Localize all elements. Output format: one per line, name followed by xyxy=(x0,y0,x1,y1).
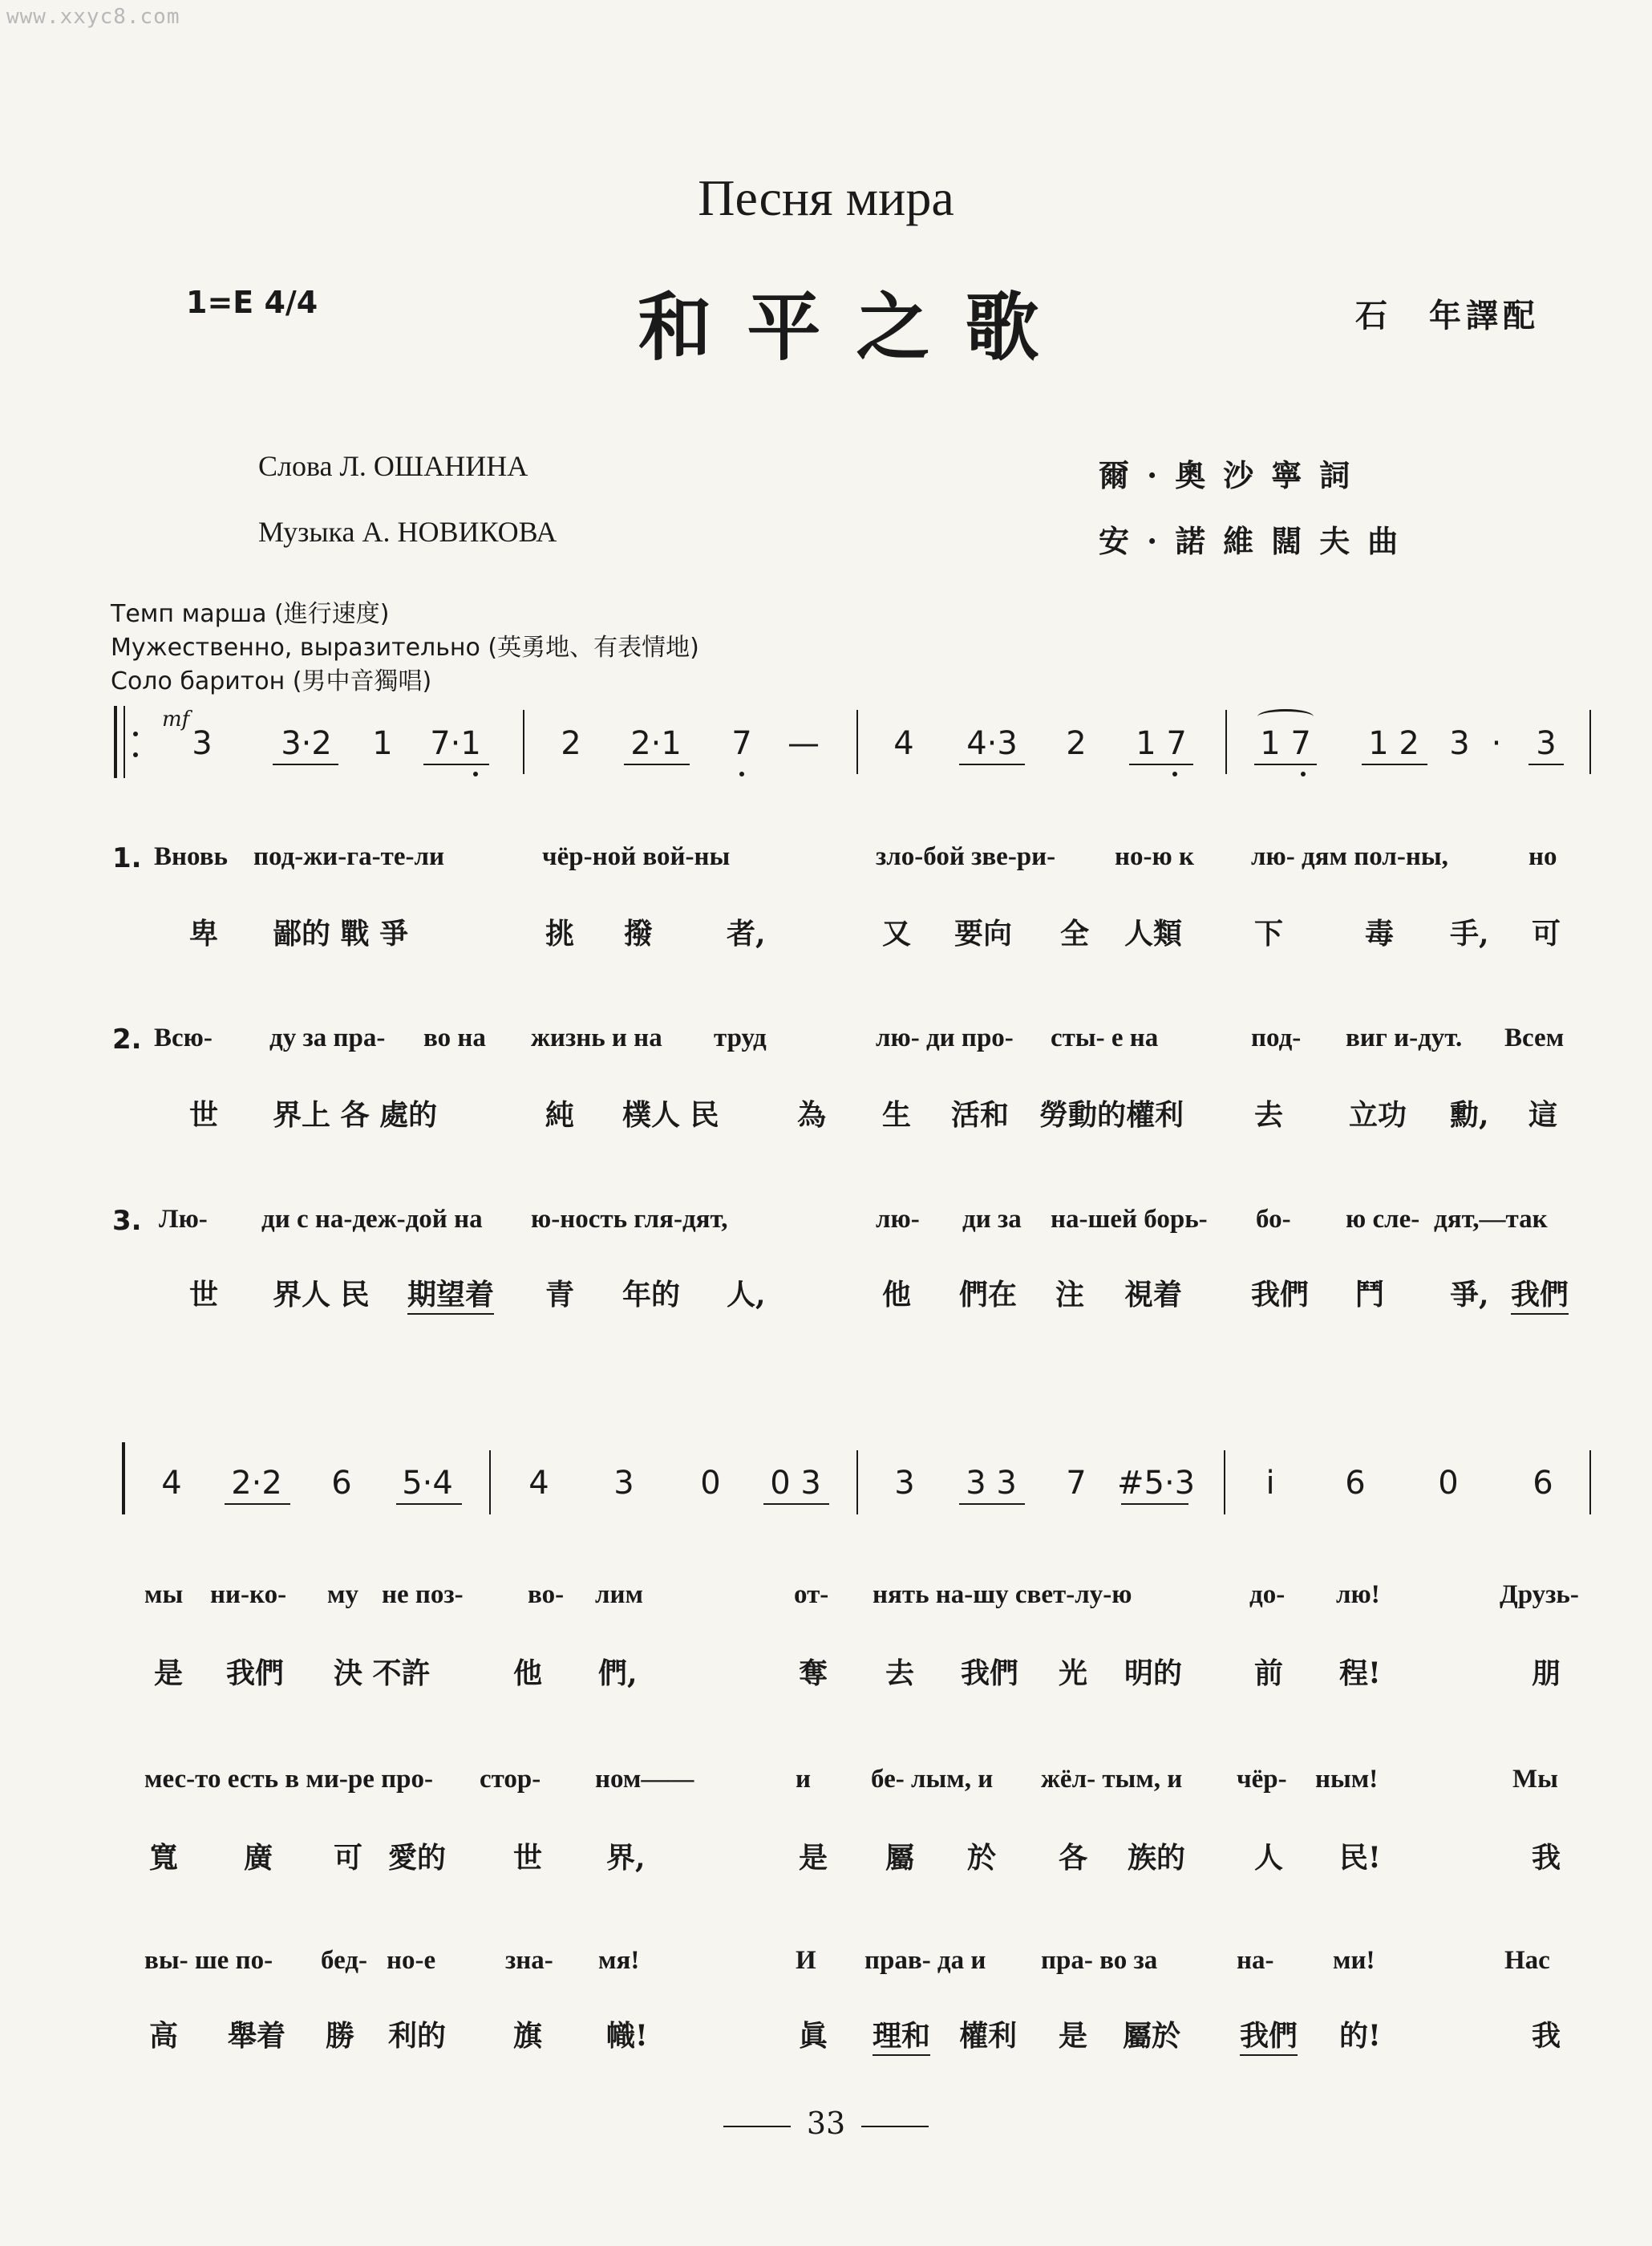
bar-line xyxy=(1589,1450,1591,1514)
lyric: ю сле- xyxy=(1346,1205,1420,1234)
lyric: ю-ность гля-дят, xyxy=(531,1205,728,1234)
lyric: до- xyxy=(1249,1580,1286,1609)
lyric: бо- xyxy=(1256,1205,1291,1234)
lyric: зло-бой зве-ри- xyxy=(876,842,1056,871)
lyric: 的! xyxy=(1339,2019,1381,2053)
bar-line xyxy=(856,1450,858,1514)
note: — xyxy=(788,725,820,762)
lyric: 他 xyxy=(882,1278,912,1312)
note: 7 xyxy=(1066,1465,1087,1502)
page-number-text: 33 xyxy=(806,2106,846,2141)
repeat-bar-thick xyxy=(114,706,117,778)
dynamic-mark: mf xyxy=(162,707,190,732)
note: 2·2 xyxy=(231,1465,282,1502)
lyric: 注 xyxy=(1055,1278,1085,1312)
lyric: ми! xyxy=(1333,1946,1375,1975)
note: 0 3 xyxy=(770,1465,821,1502)
words-credit-ru: Слова Л. ОШАНИНА xyxy=(258,450,528,482)
bar-line xyxy=(856,710,858,774)
dash-right xyxy=(861,2126,929,2127)
lyric: 利的 xyxy=(388,2019,447,2053)
lyric: 寬 xyxy=(149,1841,179,1875)
music-credit-zh: 安·諾維闊夫曲 xyxy=(1099,523,1416,559)
lyric: 勝 xyxy=(326,2019,355,2053)
verse-1-chinese xyxy=(0,911,1652,951)
lyric: от- xyxy=(794,1580,829,1609)
lyric: ду за пра- xyxy=(269,1024,386,1052)
verse-number: 2. xyxy=(112,1024,142,1056)
lyric: Вновь xyxy=(154,842,228,871)
lyric: ди с на-деж-дой на xyxy=(261,1205,483,1234)
lyric: во на xyxy=(423,1024,486,1052)
lyric: чёр-ной вой-ны xyxy=(542,842,731,871)
lyric: 我們 xyxy=(1240,2013,1298,2056)
lyric: нять на-шу свет-лу-ю xyxy=(873,1580,1132,1609)
verse-number: 1. xyxy=(112,842,142,874)
bar-line xyxy=(489,1450,491,1514)
lyric: 是 xyxy=(1059,2019,1088,2053)
lyric: 民! xyxy=(1339,1841,1381,1875)
note: 4 xyxy=(528,1465,549,1502)
lyric: 我們 xyxy=(1251,1278,1310,1312)
note: 1 7 xyxy=(1136,725,1187,762)
bar-line xyxy=(1225,710,1227,774)
lyric: 界人 民 xyxy=(273,1278,370,1312)
lyric: И xyxy=(796,1946,816,1975)
lyric: 我 xyxy=(1532,1841,1561,1875)
duration-underline xyxy=(959,1503,1025,1505)
lyric: 屬 xyxy=(885,1841,915,1875)
lyric: 我們 xyxy=(226,1656,285,1690)
lyric: 去 xyxy=(1254,1098,1284,1132)
lyric: 他 xyxy=(513,1656,543,1690)
lyric: 手, xyxy=(1450,917,1489,951)
lyric: мы xyxy=(144,1580,184,1609)
note: · xyxy=(1491,725,1502,762)
lyric: сты- е на xyxy=(1051,1024,1159,1052)
lyric: 高 xyxy=(149,2019,179,2053)
lyric: 為 xyxy=(797,1098,827,1132)
lyric: 幟! xyxy=(606,2019,648,2053)
octave-dot xyxy=(1301,772,1306,776)
lyric: ди за xyxy=(962,1205,1022,1234)
lyric: во- xyxy=(528,1580,565,1609)
lyric: 奪 xyxy=(799,1656,828,1690)
lyric: и xyxy=(796,1765,812,1794)
row-6-chinese xyxy=(0,2013,1652,2053)
lyric: 是 xyxy=(799,1841,828,1875)
row-4-chinese xyxy=(0,1651,1652,1691)
row-4-russian xyxy=(0,1580,1652,1620)
lyric: 爭, xyxy=(1450,1278,1489,1312)
lyric: 視着 xyxy=(1124,1278,1183,1312)
note: 0 xyxy=(1438,1465,1459,1502)
lyric: 鬥 xyxy=(1355,1278,1385,1312)
lyric: Нас xyxy=(1504,1946,1550,1975)
translator-credit: 石 年譯配 xyxy=(1355,297,1540,334)
lyric: Друзь- xyxy=(1500,1580,1579,1609)
note: 4 xyxy=(893,725,914,762)
lyric: 旗 xyxy=(513,2019,543,2053)
duration-underline xyxy=(624,764,690,765)
lyric: на-шей борь- xyxy=(1051,1205,1208,1234)
note: 3 xyxy=(192,725,213,762)
tempo-line-1: Темп марша (進行速度) xyxy=(111,600,390,628)
words-credit-zh: 爾·奧沙寧詞 xyxy=(1099,457,1368,493)
repeat-bar-thin xyxy=(123,706,125,778)
octave-dot xyxy=(1172,772,1177,776)
lyric: 可 xyxy=(1532,917,1561,951)
lyric: ным! xyxy=(1315,1765,1379,1794)
row-6-russian xyxy=(0,1946,1652,1986)
lyric: 者, xyxy=(727,917,766,951)
lyric: 朋 xyxy=(1532,1656,1561,1690)
bar-line xyxy=(523,710,524,774)
note: 7 xyxy=(731,725,752,762)
lyric: лю! xyxy=(1336,1580,1380,1609)
tempo-line-3: Соло баритон (男中音獨唱) xyxy=(111,667,432,695)
note: 3 xyxy=(1449,725,1470,762)
lyric: бед- xyxy=(321,1946,367,1975)
lyric: 勞動的權利 xyxy=(1039,1098,1184,1132)
verse-3-chinese xyxy=(0,1272,1652,1312)
lyric: 勳, xyxy=(1450,1098,1489,1132)
note: #5·3 xyxy=(1117,1465,1196,1502)
note: 2·1 xyxy=(630,725,682,762)
lyric: лю- xyxy=(876,1205,920,1234)
lyric: 族的 xyxy=(1128,1841,1186,1875)
note: 0 xyxy=(700,1465,721,1502)
lyric: 鄙的 戰 爭 xyxy=(273,917,409,951)
duration-underline xyxy=(1121,1503,1188,1505)
lyric: 明的 xyxy=(1124,1656,1183,1690)
duration-underline xyxy=(1529,764,1564,765)
lyric: Лю- xyxy=(159,1205,208,1234)
lyric: вы- ше по- xyxy=(144,1946,273,1975)
lyric: 眞 xyxy=(799,2019,828,2053)
tempo-line-2: Мужественно, выразительно (英勇地、有表情地) xyxy=(111,634,699,662)
lyric: 我 xyxy=(1532,2019,1561,2053)
lyric: 可 xyxy=(334,1841,363,1875)
lyric: 期望着 xyxy=(407,1272,494,1315)
lyric: ном—— xyxy=(595,1765,694,1794)
bar-line xyxy=(1224,1450,1225,1514)
lyric: 生 xyxy=(882,1098,912,1132)
lyric: 挑 xyxy=(545,917,575,951)
duration-underline xyxy=(423,764,489,765)
lyric: ни-ко- xyxy=(210,1580,287,1609)
lyric: 去 xyxy=(885,1656,915,1690)
section-bar xyxy=(122,1442,125,1514)
lyric: мес-то есть в ми-ре про- xyxy=(144,1765,433,1794)
lyric: 世 xyxy=(189,1278,219,1312)
lyric: 屬於 xyxy=(1123,2019,1181,2053)
lyric: Всю- xyxy=(154,1024,213,1052)
lyric: дят,—так xyxy=(1434,1205,1548,1234)
watermark: www.xxyc8.com xyxy=(6,5,180,29)
note: 2 xyxy=(561,725,581,762)
lyric: чёр- xyxy=(1237,1765,1287,1794)
note: 6 xyxy=(331,1465,352,1502)
page-number xyxy=(0,2106,1652,2141)
lyric: 這 xyxy=(1529,1098,1558,1132)
lyric: 純 xyxy=(545,1098,575,1132)
lyric: 年的 xyxy=(622,1278,681,1312)
note: 3·2 xyxy=(281,725,332,762)
lyric: 世 xyxy=(513,1841,543,1875)
lyric: бе- лым, и xyxy=(871,1765,994,1794)
duration-underline xyxy=(1129,764,1193,765)
lyric: 下 xyxy=(1254,917,1284,951)
duration-underline xyxy=(1254,764,1317,765)
note: 6 xyxy=(1345,1465,1366,1502)
lyric: 全 xyxy=(1060,917,1090,951)
lyric: труд xyxy=(714,1024,767,1052)
lyric: под-жи-га-те-ли xyxy=(253,842,445,871)
note: 5·4 xyxy=(402,1465,453,1502)
lyric: 決 不許 xyxy=(334,1656,431,1690)
lyric: 理和 xyxy=(873,2013,930,2056)
lyric: стор- xyxy=(480,1765,541,1794)
lyric: но-ю к xyxy=(1115,842,1194,871)
lyric: прав- да и xyxy=(864,1946,986,1975)
lyric: 人, xyxy=(727,1278,766,1312)
row-5-russian xyxy=(0,1765,1652,1805)
bar-line xyxy=(1589,710,1591,774)
lyric: 世 xyxy=(189,1098,219,1132)
lyric: 立功 xyxy=(1349,1098,1407,1132)
duration-underline xyxy=(273,764,338,765)
note: 3 xyxy=(613,1465,634,1502)
lyric: 人 xyxy=(1254,1841,1284,1875)
repeat-dot xyxy=(133,752,138,757)
note: 3 xyxy=(1536,725,1557,762)
lyric: 是 xyxy=(154,1656,184,1690)
lyric: пра- во за xyxy=(1041,1946,1158,1975)
lyric: 舉着 xyxy=(228,2019,286,2053)
lyric: но xyxy=(1529,842,1557,871)
lyric: 青 xyxy=(545,1278,575,1312)
octave-dot xyxy=(473,772,478,776)
lyric: виг и-дут. xyxy=(1346,1024,1463,1052)
lyric: 毒 xyxy=(1365,917,1395,951)
lyric: 我們 xyxy=(1511,1272,1569,1315)
duration-underline xyxy=(396,1503,462,1505)
note: 3 xyxy=(894,1465,915,1502)
lyric: мя! xyxy=(598,1946,640,1975)
lyric: под- xyxy=(1251,1024,1302,1052)
lyric: 界上 各 處的 xyxy=(273,1098,438,1132)
lyric: 光 xyxy=(1059,1656,1088,1690)
lyric: на- xyxy=(1237,1946,1274,1975)
lyric: 活和 xyxy=(951,1098,1010,1132)
lyric: но-е xyxy=(387,1946,436,1975)
dash-left xyxy=(723,2126,791,2127)
music-credit-ru: Музыка А. НОВИКОВА xyxy=(258,516,557,548)
duration-underline xyxy=(959,764,1025,765)
key-signature: 1=E 4/4 xyxy=(186,285,318,320)
note: i xyxy=(1265,1465,1275,1502)
lyric: 樸人 民 xyxy=(622,1098,719,1132)
lyric: 程! xyxy=(1339,1656,1381,1690)
lyric: Всем xyxy=(1504,1024,1565,1052)
lyric: не поз- xyxy=(382,1580,464,1609)
note: 1 xyxy=(372,725,393,762)
lyric: 人類 xyxy=(1124,917,1183,951)
note: 7·1 xyxy=(430,725,481,762)
lyric: зна- xyxy=(505,1946,553,1975)
note: 2 xyxy=(1066,725,1087,762)
lyric: 於 xyxy=(967,1841,997,1875)
verse-3-russian xyxy=(0,1205,1652,1245)
lyric: 界, xyxy=(606,1841,646,1875)
lyric: 我們 xyxy=(961,1656,1019,1690)
note: 4·3 xyxy=(966,725,1018,762)
lyric: 撥 xyxy=(624,917,654,951)
verse-1-russian xyxy=(0,842,1652,882)
lyric: жизнь и на xyxy=(531,1024,662,1052)
note: 3 3 xyxy=(966,1465,1017,1502)
tie-arc xyxy=(1257,709,1314,724)
lyric: 廣 xyxy=(244,1841,273,1875)
title-russian: Песня мира xyxy=(698,169,954,226)
lyric: лим xyxy=(595,1580,644,1609)
duration-underline xyxy=(1362,764,1427,765)
lyric: му xyxy=(327,1580,358,1609)
verse-2-chinese xyxy=(0,1093,1652,1133)
note: 4 xyxy=(161,1465,182,1502)
row-5-chinese xyxy=(0,1835,1652,1875)
lyric: жёл- тым, и xyxy=(1041,1765,1183,1794)
repeat-dot xyxy=(133,732,138,736)
note: 1 7 xyxy=(1260,725,1311,762)
lyric: 又 xyxy=(882,917,912,951)
octave-dot xyxy=(739,772,744,776)
duration-underline xyxy=(763,1503,829,1505)
note: 1 2 xyxy=(1368,725,1419,762)
lyric: 權利 xyxy=(959,2019,1018,2053)
lyric: лю- дям пол-ны, xyxy=(1251,842,1448,871)
lyric: 前 xyxy=(1254,1656,1284,1690)
lyric: 愛的 xyxy=(388,1841,447,1875)
lyric: Мы xyxy=(1512,1765,1558,1794)
verse-number: 3. xyxy=(112,1205,142,1237)
verse-2-russian xyxy=(0,1024,1652,1064)
lyric: 要向 xyxy=(954,917,1013,951)
title-chinese: 和平之歌 xyxy=(638,284,1075,371)
note: 6 xyxy=(1533,1465,1553,1502)
lyric: 卑 xyxy=(189,917,219,951)
duration-underline xyxy=(225,1503,290,1505)
lyric: 各 xyxy=(1059,1841,1088,1875)
lyric: 們在 xyxy=(959,1278,1018,1312)
lyric: 們, xyxy=(598,1656,638,1690)
lyric: лю- ди про- xyxy=(876,1024,1014,1052)
